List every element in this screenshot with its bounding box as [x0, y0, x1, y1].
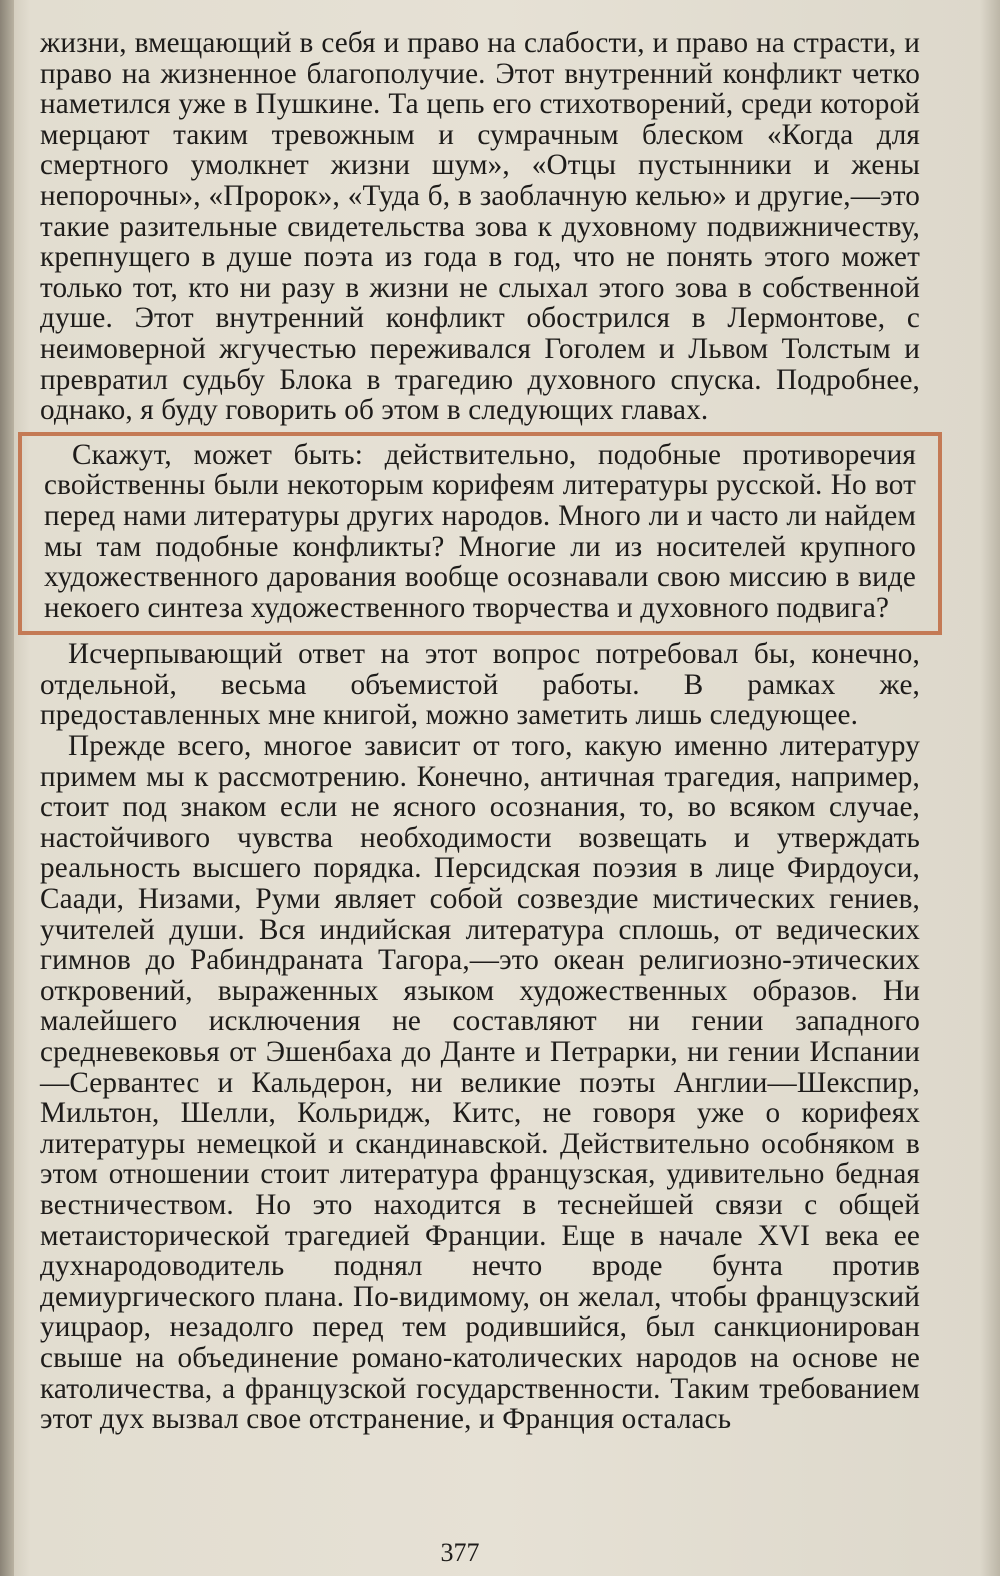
paragraph: Исчерпывающий ответ на этот вопрос потребовал бы, конечно, отдельной, весьма объемистой работы. В рамках же, предоставленных мне книгой, можно заметить лишь следующее. [40, 638, 920, 732]
book-spine-shadow [0, 0, 14, 1576]
page-text-block [40, 28, 920, 1435]
highlight-box [18, 432, 942, 636]
paragraph-continued: жизни, вмещающий в себя и право на слабости, и право на страсти, и право на жизненное благополучие. Этот внутренний конфликт четко наметился уже в Пушкине. Та цепь его стихотворений, среди которой мерцают таким тревожным и сумрачным блеском «Когда для смертного умолкнет жизни шум», «Отцы пустынники и жены непорочны», «Пророк», «Туда б, в заоблачную келью» и другие,—это такие разительные свидетельства зова к духовному подвижничеству, крепнущего в душе поэта из года в год, что не понять этого может только тот, кто ни разу в жизни не слыхал этого зова в собственной душе. Этот внутренний конфликт обострился в Лермонтове, с неимоверной жгучестью переживался Гоголем и Львом Толстым и превратил судьбу Блока в трагедию духовного спуска. Подробнее, однако, я буду говорить об этом в следующих главах. [40, 27, 920, 427]
page-number: 377 [440, 1538, 480, 1567]
highlighted-paragraph: Скажут, может быть: действительно, подобные противоречия свойственны были некоторым корифеям литературы русской. Но вот перед нами литературы других народов. Много ли и часто ли найдем мы там подобные конфликты? Многие ли из носителей крупного художественного дарования вообще осознавали свою миссию в виде некоего синтеза художественного творчества и духовного подвига? [44, 438, 916, 624]
paragraph: Прежде всего, многое зависит от того, какую именно литературу примем мы к рассмотрению. Конечно, античная трагедия, например, стоит под знаком если не ясного осознания, то, во всяком случае, настойчивого чувства необходимости возвещать и утверждать реальность высшего порядка. Персидская поэзия в лице Фирдоуси, Саади, Низами, Руми являет собой созвездие мистических гениев, учителей души. Вся индийская литература сплошь, от ведических гимнов до Рабиндраната Тагора,—это океан религиозно-этических откровений, выраженных языком художественных образов. Ни малейшего исключения не составляют ни гении западного средневековья от Эшенбаха до Данте и Петрарки, ни гении Испании—Сервантес и Кальдерон, ни великие поэты Англии—Шекспир, Мильтон, Шелли, Кольридж, Китс, не говоря уже о корифеях литературы немецкой и скандинавской. Действительно особняком в этом отношении стоит литература французская, удивительно бедная вестничеством. Но это находится в теснейшей связи с общей метаисторической трагедией Франции. Еще в начале XVI века ее духнародоводитель поднял нечто вроде бунта против демиургического плана. По-видимому, он желал, чтобы французский уицраор, незадолго перед тем родившийся, был санкционирован свыше на объединение романо-католических народов на основе не католичества, а французской государственности. Таким требованием этот дух вызвал свое отстранение, и Франция осталась [40, 730, 920, 1436]
